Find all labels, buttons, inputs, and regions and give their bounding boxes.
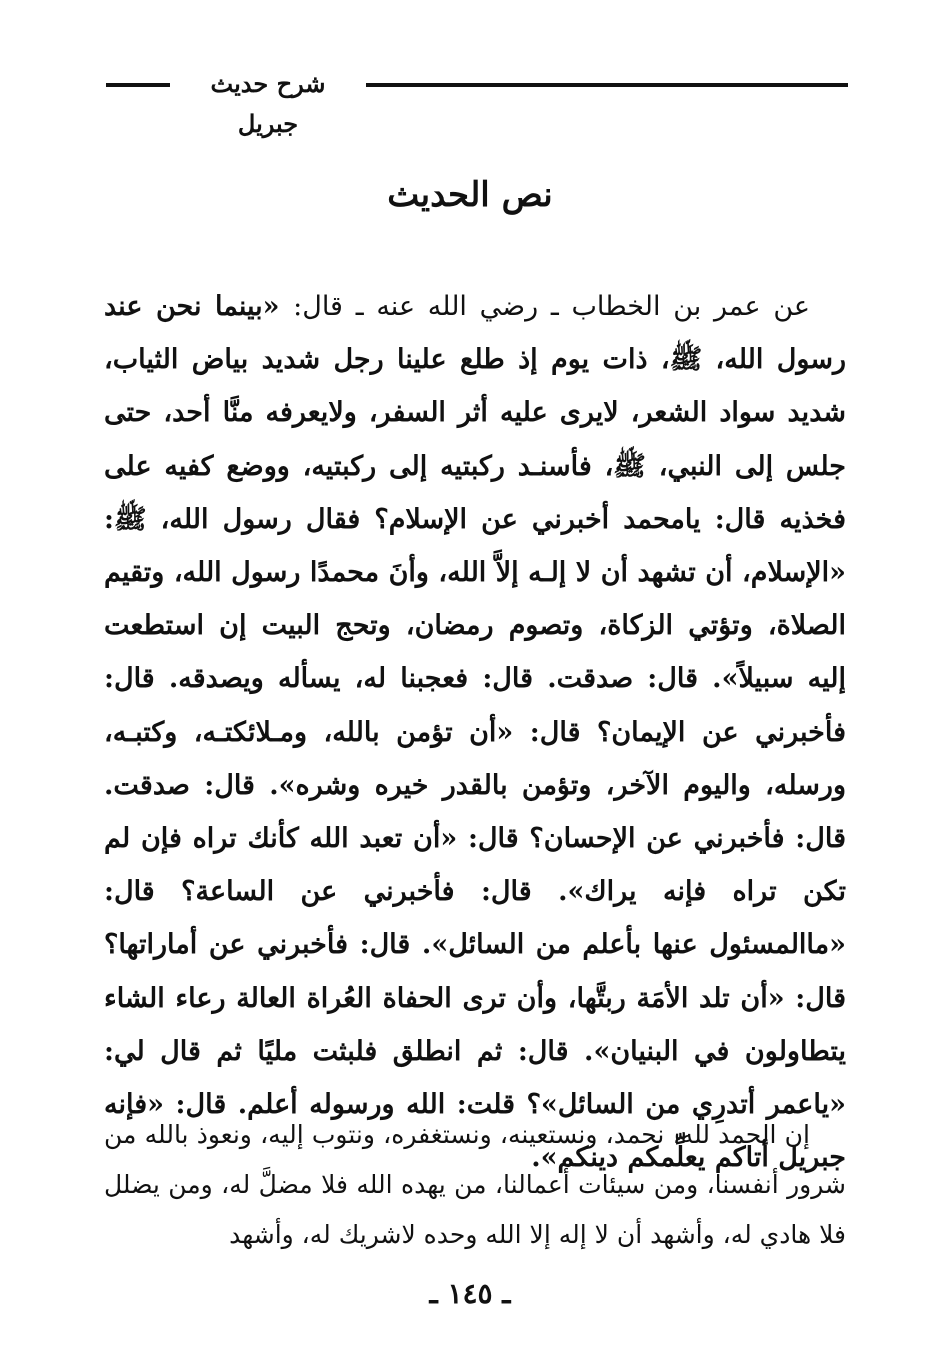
section-heading: نص الحديث (387, 175, 553, 215)
header-rule-right (366, 83, 848, 87)
hadith-intro: عن عمر بن الخطاب ـ رضي الله عنه ـ قال: (293, 291, 810, 322)
book-title: شرح حديث جبريل (210, 69, 326, 138)
hadith-text: «بينما نحن عند رسول الله، ﷺ، ذات يوم إذ طلع علينا رجل شديد بياض الثياب، شديد سواد الشعر، لايرى عليه أثر السفر، ولايعرفه منَّا أحد، حتى جلس إلى النبي، ﷺ، فأسنـد ركبتيه إلى ركبتيه، ووضع كفيه على فخذيه قال: يامحمد أخبرني عن الإسلام؟ فقال رسول الله، ﷺ: «الإسلام، أن تشهد أن لا إلـه إلاَّ الله، وأنَ محمدًا رسول الله، وتقيم الصلاة، وتؤتي الزكاة، وتصوم رمضان، وتحج البيت إن استطعت إليه سبيلاً». قال: صدقت. قال: فعجبنا له، يسأله ويصدقه. قال: فأخبرني عن الإيمان؟ قال: «أن تؤمن بالله، ومـلائكتـه، وكتبـه، ورسله، واليوم الآخر، وتؤمن بالقدر خيره وشره». قال: صدقت. قال: فأخبرني عن الإحسان؟ قال: «أن تعبد الله كأنك تراه فإن لم تكن تراه فإنه يراك». قال: فأخبرني عن الساعة؟ قال: «ماالمسئول عنها بأعلم من السائل». قال: فأخبرني عن أماراتها؟ قال: «أن تلد الأمَة ربتَّها، وأن ترى الحفاة العُراة العالة رعاء الشاء يتطاولون في البنيان». قال: ثم انطلق فلبثت مليًا ثم قال لي: «ياعمر أتدرِي من السائل»؟ قلت: الله ورسوله أعلم. قال: «فإنه جبريل أتاكم يعلِّمكم دينكم». (104, 291, 846, 1174)
hadith-paragraph (104, 280, 846, 1184)
page-number: ـ ١٤٥ ـ (429, 1277, 511, 1310)
khutbah-text: إن الحمد لله، نحمد، ونستعينه، ونستغفره، ونتوب إليه، ونعوذ بالله من شرور أنفسنا، ومن سيئات أعمالنا، من يهده الله فلا مضلَّ له، ومن يضلل فلا هادي له، وأشهد أن لا إله إلا الله وحده لاشريك له، وأشهد (104, 1120, 846, 1249)
running-header (100, 60, 848, 138)
khutbah-paragraph (104, 1110, 846, 1260)
header-rule-left (106, 83, 170, 87)
